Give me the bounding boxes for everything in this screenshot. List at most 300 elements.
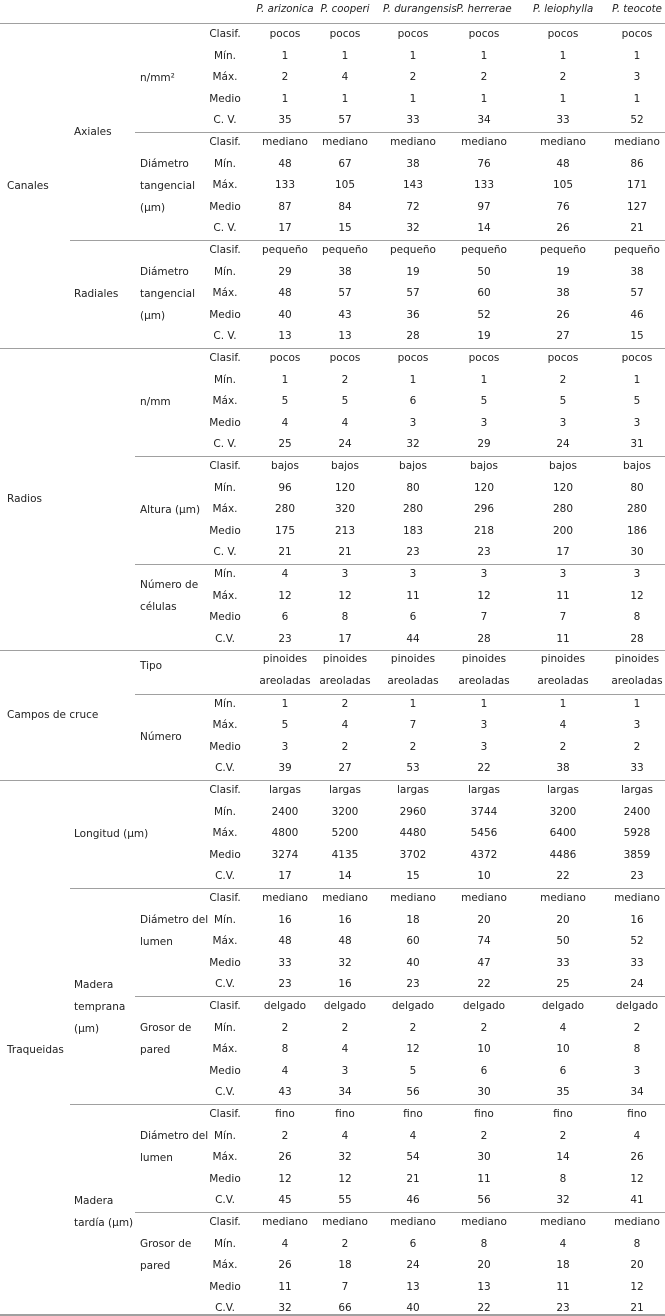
value-cell: largas [467,784,501,796]
value-cell: mediano [390,892,436,904]
value-cell: 8 [281,1043,289,1056]
value-cell: 32 [406,222,420,235]
divider [135,996,665,997]
row-label: Diámetro del lumen [140,914,209,948]
stat-label: C. V. [213,546,237,559]
stat-label: Clasif. [209,136,241,148]
stat-label: C. V. [213,222,237,235]
value-cell: 30 [477,1151,491,1164]
value-cell: 2 [480,1021,488,1034]
value-cell: 48 [556,157,570,170]
value-cell: mediano [461,892,507,904]
value-cell: 5 [281,395,289,408]
value-cell: 3 [409,568,417,580]
value-cell: 1 [409,697,417,710]
value-cell: pocos [468,352,500,364]
tipo-value: areoladas [537,675,589,687]
value-cell: 15 [406,870,420,883]
value-cell: largas [396,784,430,796]
value-cell: 2 [633,740,641,753]
value-cell: 2 [633,1021,641,1034]
value-cell: 13 [338,330,352,343]
divider [0,348,665,349]
value-cell: 4 [409,1129,417,1142]
value-cell: 213 [334,524,356,537]
stat-label: Medio [209,740,241,753]
value-cell: 48 [278,287,292,300]
value-cell: 5 [559,395,567,408]
value-cell: 23 [278,632,292,645]
value-cell: 52 [477,308,491,321]
value-cell: 32 [278,1302,292,1315]
stat-label: Medio [209,956,241,969]
stat-label: C.V. [215,978,235,991]
value-cell: 6 [559,1064,567,1077]
value-cell: 1 [480,49,488,62]
value-cell: 1 [633,373,641,386]
value-cell: 23 [406,978,420,991]
value-cell: 2 [559,373,567,386]
value-cell: 12 [338,1172,352,1185]
value-cell: 33 [556,114,570,127]
value-cell: 14 [338,870,352,883]
value-cell: 3 [341,568,349,580]
value-cell: 50 [477,265,491,278]
stat-label: Medio [209,848,241,861]
stat-label: Mín. [214,697,236,710]
species-header: P. teocote [612,4,662,15]
value-cell: 17 [338,632,352,645]
value-cell: 3 [633,719,641,732]
row-label: Diámetro del lumen [140,1130,209,1164]
value-cell: fino [627,1108,647,1120]
value-cell: pocos [547,28,579,40]
value-cell: 6 [409,1237,417,1250]
value-cell: 280 [626,503,648,516]
value-cell: 280 [402,503,424,516]
value-cell: 12 [630,1172,644,1185]
value-cell: 8 [341,611,349,624]
value-cell: 3 [633,71,641,84]
value-cell: 76 [556,200,570,213]
species-header: P. herrerae [456,4,512,15]
value-cell: 2960 [399,805,427,818]
value-cell: 1 [281,49,289,62]
value-cell: 43 [338,308,352,321]
value-cell: 23 [406,546,420,559]
value-cell: 40 [406,1302,420,1315]
value-cell: 20 [556,913,570,926]
subgroup-label: Longitud (µm) [74,828,149,840]
stat-label: Clasif. [209,1108,241,1120]
value-cell: 21 [406,1172,420,1185]
value-cell: delgado [323,1000,367,1012]
value-cell: 14 [477,222,491,235]
tipo-value: areoladas [319,675,371,687]
value-cell: 8 [633,1043,641,1056]
value-cell: 175 [274,524,296,537]
value-cell: 50 [556,935,570,948]
value-cell: 13 [406,1280,420,1293]
value-cell: 8 [480,1237,488,1250]
value-cell: 21 [338,546,352,559]
value-cell: 280 [274,503,296,516]
group-label: Radios [7,493,42,506]
value-cell: 26 [556,222,570,235]
value-cell: 5 [409,1064,417,1077]
value-cell: 22 [556,870,570,883]
value-cell: 14 [556,1151,570,1164]
row-label: Número [140,730,182,743]
value-cell: 1 [633,49,641,62]
value-cell: 57 [338,287,352,300]
value-cell: 26 [630,1151,644,1164]
value-cell: 36 [406,308,420,321]
value-cell: 39 [278,762,292,775]
value-cell: fino [335,1108,355,1120]
value-cell: 1 [559,697,567,710]
value-cell: 3859 [623,848,651,861]
value-cell: 48 [338,935,352,948]
value-cell: 80 [406,481,420,494]
value-cell: 2 [409,71,417,84]
stat-label: Máx. [212,719,238,732]
value-cell: 28 [406,330,420,343]
value-cell: 48 [278,157,292,170]
value-cell: 40 [406,956,420,969]
value-cell: 2 [281,1129,289,1142]
value-cell: mediano [390,136,436,148]
value-cell: 11 [556,632,570,645]
stat-label: Clasif. [209,1216,241,1228]
value-cell: 46 [406,1194,420,1207]
value-cell: 3 [281,740,289,753]
value-cell: mediano [322,1216,368,1228]
value-cell: 84 [338,200,352,213]
value-cell: 6 [281,611,289,624]
divider [135,132,665,133]
value-cell: 2 [559,740,567,753]
value-cell: delgado [462,1000,506,1012]
value-cell: 2 [559,1129,567,1142]
stat-label: Mín. [214,481,236,494]
value-cell: 12 [278,589,292,602]
value-cell: 38 [556,287,570,300]
value-cell: 3 [409,416,417,429]
value-cell: 2 [409,1021,417,1034]
value-cell: 52 [630,935,644,948]
stat-label: Máx. [212,589,238,602]
value-cell: 45 [278,1194,292,1207]
value-cell: 28 [477,632,491,645]
value-cell: 24 [338,438,352,451]
value-cell: 13 [278,330,292,343]
value-cell: mediano [540,136,586,148]
divider [135,564,665,565]
value-cell: 33 [630,762,644,775]
value-cell: 38 [338,265,352,278]
value-cell: 34 [630,1086,644,1099]
value-cell: 16 [338,913,352,926]
value-cell: 22 [477,978,491,991]
value-cell: 4 [633,1129,641,1142]
value-cell: 4 [341,416,349,429]
value-cell: 5 [480,395,488,408]
value-cell: 3 [559,416,567,429]
value-cell: 3 [480,568,488,580]
stat-label: Máx. [212,935,238,948]
value-cell: 38 [630,265,644,278]
value-cell: pocos [269,352,301,364]
value-cell: 10 [477,870,491,883]
value-cell: 3 [341,1064,349,1077]
value-cell: 43 [278,1086,292,1099]
value-cell: 76 [477,157,491,170]
value-cell: 25 [556,978,570,991]
value-cell: 12 [338,589,352,602]
stat-label: C. V. [213,330,237,343]
value-cell: 24 [556,438,570,451]
value-cell: 21 [630,222,644,235]
value-cell: 1 [341,92,349,105]
value-cell: 2 [341,1237,349,1250]
value-cell: 12 [278,1172,292,1185]
stat-label: Clasif. [209,352,241,364]
stat-label: Mín. [214,805,236,818]
value-cell: 7 [409,719,417,732]
value-cell: largas [328,784,362,796]
value-cell: 2 [409,740,417,753]
value-cell: bajos [470,460,498,472]
value-cell: 2 [341,373,349,386]
value-cell: mediano [614,892,660,904]
stat-label: Mín. [214,1237,236,1250]
value-cell: 7 [559,611,567,624]
value-cell: 4 [281,416,289,429]
value-cell: 74 [477,935,491,948]
divider [70,888,665,889]
value-cell: 15 [338,222,352,235]
value-cell: 4480 [399,827,427,840]
row-label: Diámetro tangencial (µm) [140,266,196,322]
stat-label: Mín. [214,157,236,170]
value-cell: 23 [477,546,491,559]
value-cell: mediano [322,892,368,904]
value-cell: mediano [540,1216,586,1228]
value-cell: 143 [402,179,424,192]
value-cell: 2 [480,1129,488,1142]
stat-label: Clasif. [209,1000,241,1012]
value-cell: 97 [477,200,491,213]
group-label: Canales [7,180,49,192]
value-cell: 4 [559,1021,567,1034]
value-cell: pocos [468,28,500,40]
divider [0,650,665,651]
value-cell: 8 [633,611,641,624]
value-cell: 8 [559,1172,567,1185]
value-cell: 32 [406,438,420,451]
value-cell: 32 [338,956,352,969]
value-cell: fino [275,1108,295,1120]
value-cell: mediano [461,136,507,148]
value-cell: 24 [630,978,644,991]
value-cell: 1 [559,92,567,105]
value-cell: bajos [549,460,577,472]
value-cell: 3274 [271,848,299,861]
value-cell: 72 [406,200,420,213]
value-cell: 38 [556,762,570,775]
stat-label: Clasif. [209,460,241,472]
value-cell: 3 [559,568,567,580]
stat-label: Mín. [214,373,236,386]
stat-label: Mín. [214,913,236,926]
row-label: Altura (µm) [140,504,201,516]
value-cell: 47 [477,956,491,969]
value-cell: pocos [621,28,653,40]
value-cell: 19 [556,265,570,278]
value-cell: 1 [281,373,289,386]
value-cell: 11 [556,589,570,602]
value-cell: 4800 [271,827,299,840]
value-cell: pocos [397,28,429,40]
value-cell: 5 [281,719,289,732]
value-cell: 20 [630,1259,644,1272]
value-cell: 35 [556,1086,570,1099]
subgroup-label: Madera tardía (µm) [74,1195,134,1229]
value-cell: 1 [341,49,349,62]
value-cell: 10 [556,1043,570,1056]
value-cell: 29 [278,265,292,278]
value-cell: 1 [409,49,417,62]
value-cell: 1 [281,697,289,710]
value-cell: largas [546,784,580,796]
value-cell: 16 [338,978,352,991]
value-cell: 183 [402,524,424,537]
value-cell: 1 [559,49,567,62]
value-cell: 23 [556,1302,570,1315]
value-cell: 19 [406,265,420,278]
value-cell: 2 [281,71,289,84]
value-cell: 34 [477,114,491,127]
tipo-value: pinoides [322,653,368,666]
value-cell: pequeño [322,244,368,256]
stat-label: C.V. [215,632,235,645]
species-header: P. leiophylla [533,4,594,15]
value-cell: 33 [406,114,420,127]
value-cell: 4 [281,1064,289,1077]
value-cell: 2 [341,1021,349,1034]
value-cell: 26 [278,1151,292,1164]
stat-label: Medio [209,611,241,624]
value-cell: 12 [630,589,644,602]
value-cell: bajos [271,460,299,472]
value-cell: 4 [281,1237,289,1250]
value-cell: 55 [338,1194,352,1207]
value-cell: 17 [278,222,292,235]
tipo-value: pinoides [540,653,586,666]
value-cell: 17 [278,870,292,883]
value-cell: 19 [477,330,491,343]
value-cell: 6 [409,395,417,408]
value-cell: 133 [473,179,495,192]
value-cell: 296 [473,503,495,516]
stat-label: Máx. [212,71,238,84]
value-cell: pequeño [614,244,660,256]
stat-label: Medio [209,416,241,429]
value-cell: 171 [626,179,648,192]
value-cell: pocos [329,28,361,40]
value-cell: 34 [338,1086,352,1099]
divider [0,780,665,781]
tipo-value: areoladas [611,675,663,687]
value-cell: 4 [341,1043,349,1056]
value-cell: mediano [614,1216,660,1228]
value-cell: 320 [334,503,356,516]
value-cell: largas [268,784,302,796]
value-cell: 18 [406,913,420,926]
stat-label: Medio [209,1280,241,1293]
stat-label: Mín. [214,568,236,580]
stat-label: Medio [209,1064,241,1077]
value-cell: 2400 [623,805,651,818]
stat-label: Máx. [212,179,238,192]
value-cell: 16 [278,913,292,926]
value-cell: 4 [341,1129,349,1142]
value-cell: 33 [556,956,570,969]
value-cell: 120 [552,481,574,494]
value-cell: 5 [341,395,349,408]
stat-label: Mín. [214,1129,236,1142]
tipo-value: pinoides [390,653,436,666]
value-cell: 33 [630,956,644,969]
value-cell: 11 [556,1280,570,1293]
value-cell: 1 [480,697,488,710]
value-cell: 26 [278,1259,292,1272]
divider [135,1212,665,1213]
tipo-value: areoladas [259,675,311,687]
stat-label: Máx. [212,395,238,408]
value-cell: 57 [338,114,352,127]
value-cell: 5 [633,395,641,408]
stat-label: C.V. [215,762,235,775]
value-cell: 21 [630,1302,644,1315]
row-label: n/mm² [140,72,175,84]
subgroup-label: Radiales [74,288,119,300]
value-cell: mediano [540,892,586,904]
tipo-value: pinoides [614,653,660,666]
value-cell: 6 [480,1064,488,1077]
value-cell: 2 [341,697,349,710]
value-cell: 1 [480,92,488,105]
value-cell: pequeño [540,244,586,256]
stat-label: C.V. [215,1086,235,1099]
stat-label: C. V. [213,114,237,127]
value-cell: 5456 [470,827,498,840]
stat-label: Medio [209,92,241,105]
subgroup-label: Madera temprana (µm) [74,979,126,1035]
value-cell: 11 [406,589,420,602]
value-cell: 218 [473,524,495,537]
value-cell: bajos [623,460,651,472]
value-cell: 28 [630,632,644,645]
stat-label: Mín. [214,1021,236,1034]
value-cell: 57 [630,287,644,300]
value-cell: 280 [552,503,574,516]
row-label: Grosor de pared [140,1022,192,1056]
value-cell: pocos [547,352,579,364]
value-cell: 56 [477,1194,491,1207]
value-cell: mediano [262,1216,308,1228]
